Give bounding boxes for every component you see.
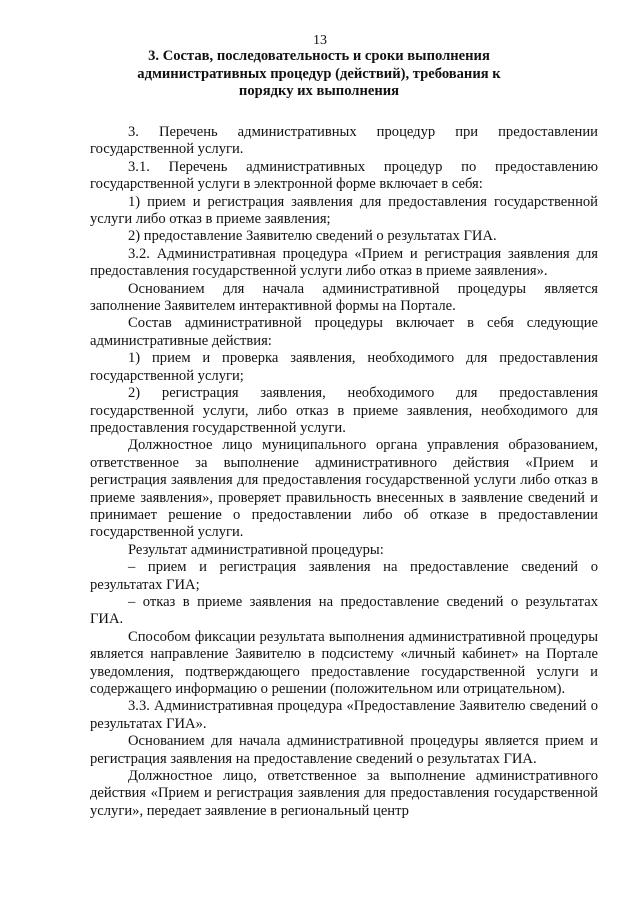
page-number: 13 xyxy=(313,33,327,48)
section-heading: 3. Состав, последовательность и сроки выполнения административных процедур (действий), требования к порядку их выполнения xyxy=(137,48,501,99)
document-body xyxy=(90,124,598,820)
paragraph-result-title: Результат административной процедуры: xyxy=(128,541,384,558)
paragraph-3-3: 3.3. Административная процедура «Предоставление Заявителю сведений о результатах ГИА». xyxy=(90,698,598,732)
paragraph-official: Должностное лицо муниципального органа управления образованием, ответственное за выполнение административного действия «Прием и регистрация заявления для предоставления государственной услуги либо отказ в приеме заявления», проверяет правильность внесенных в заявление сведений и принимает решение о предоставлении либо об отказе в предоставлении государственной услуги. xyxy=(90,437,598,541)
list-item-2: 2) предоставление Заявителю сведений о результатах ГИА. xyxy=(128,228,497,245)
paragraph-3-1: 3.1. Перечень административных процедур по предоставлению государственной услуги в электронной форме включает в себя: xyxy=(90,158,598,193)
paragraph-official-2: Должностное лицо, ответственное за выполнение административного действия «Прием и регистрация заявления для предоставления государственной услуги», передает заявление в региональный центр xyxy=(90,768,598,819)
paragraph-3: 3. Перечень административных процедур при предоставлении государственной услуги. xyxy=(90,124,598,158)
paragraph-basis: Основанием для начала административной процедуры является заполнение Заявителем интерактивной формы на Портале. xyxy=(90,280,598,315)
action-item-1: 1) прием и проверка заявления, необходимого для предоставления государственной услуги; xyxy=(90,350,598,384)
paragraph-fixation: Способом фиксации результата выполнения административной процедуры является направление Заявителю в подсистему «личный кабинет» на Портале уведомления, подтверждающего предоставление государственной услуги и содержащего информацию о решении (положительном или отрицательном). xyxy=(90,628,598,697)
action-item-2: 2) регистрация заявления, необходимого для предоставления государственной услуги, либо отказ в приеме заявления, необходимого для предоставления государственной услуги. xyxy=(90,385,598,436)
result-item-2: – отказ в приеме заявления на предоставление сведений о результатах ГИА. xyxy=(90,593,598,628)
result-item-1: – прием и регистрация заявления на предоставление сведений о результатах ГИА; xyxy=(90,559,598,593)
paragraph-3-2: 3.2. Административная процедура «Прием и регистрация заявления для предоставления государственной услуги либо отказ в приеме заявления». xyxy=(90,245,598,280)
list-item-1: 1) прием и регистрация заявления для предоставления государственной услуги либо отказ в приеме заявления; xyxy=(90,193,598,228)
paragraph-composition: Состав административной процедуры включает в себя следующие административные действия: xyxy=(90,315,598,349)
paragraph-basis-2: Основанием для начала административной процедуры является прием и регистрация заявления на предоставление сведений о результатах ГИА. xyxy=(90,733,598,767)
